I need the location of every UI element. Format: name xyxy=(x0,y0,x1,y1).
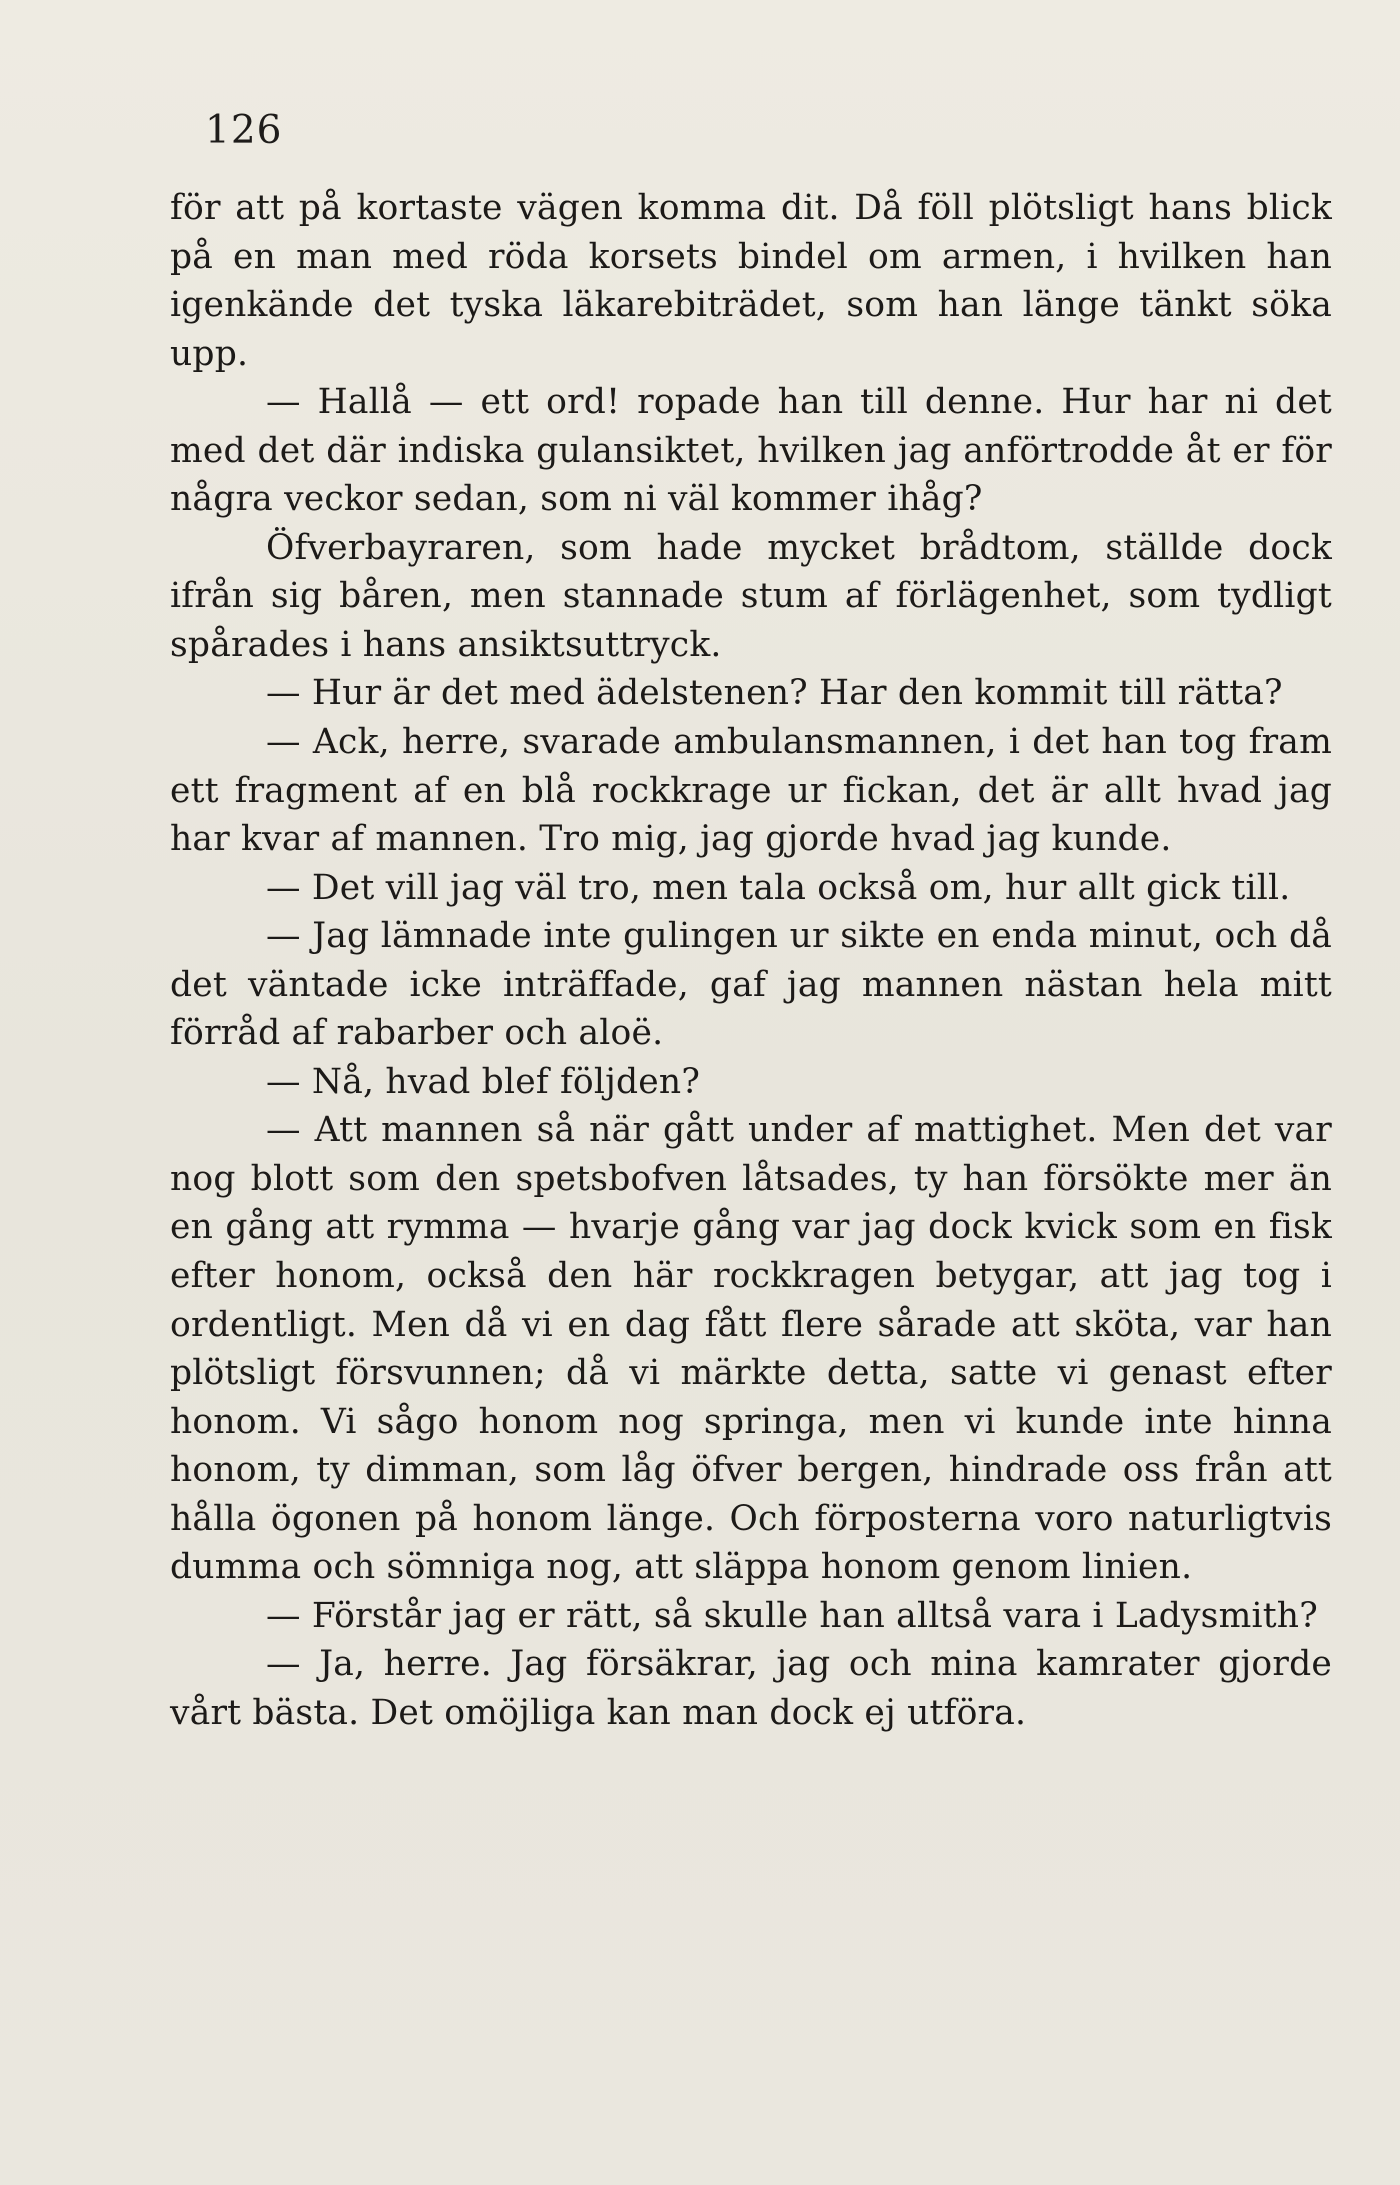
paragraph-3: Öfverbayraren, som hade mycket brådtom, ställde dock ifrån sig båren, men stannade stum af förlägenhet, som tydligt spårades i hans ansiktsuttryck. xyxy=(170,527,1332,665)
paragraph-4: — Hur är det med ädelstenen? Har den kommit till rätta? xyxy=(266,673,1283,714)
paragraph-5: — Ack, herre, svarade ambulansmannen, i det han tog fram ett fragment af en blå rockkrage ur fickan, det är allt hvad jag har kvar af mannen. Tro mig, jag gjorde hvad jag kunde. xyxy=(170,722,1332,860)
paragraph-10: — Förstår jag er rätt, så skulle han alltså vara i Ladysmith? xyxy=(266,1595,1318,1636)
paragraph-2: — Hallå — ett ord! ropade han till denne. Hur har ni det med det där indiska gulansiktet, hvilken jag anförtrodde åt er för några veckor sedan, som ni väl kommer ihåg? xyxy=(170,382,1332,520)
paragraph-7: — Jag lämnade inte gulingen ur sikte en enda minut, och då det väntade icke inträffade, gaf jag mannen nästan hela mitt förråd af rabarber och aloë. xyxy=(170,916,1332,1054)
page-number: 126 xyxy=(205,108,283,153)
paragraph-9: — Att mannen så när gått under af mattighet. Men det var nog blott som den spetsbofven låtsades, ty han försökte mer än en gång att rymma — hvarje gång var jag dock kvick som en fisk efter honom, också den här rockkragen betygar, att jag tog i ordentligt. Men då vi en dag fått flere sårade att sköta, var han plötsligt försvunnen; då vi märkte detta, satte vi genast efter honom. Vi sågo honom nog springa, men vi kunde inte hinna honom, ty dimman, som låg öfver bergen, hindrade oss från att hålla ögonen på honom länge. Och förposterna voro naturligtvis dumma och sömniga nog, att släppa honom genom linien. xyxy=(170,1110,1332,1588)
paragraph-1: för att på kortaste vägen komma dit. Då föll plötsligt hans blick på en man med röda korsets bindel om armen, i hvilken han igenkände det tyska läkarebiträdet, som han länge tänkt söka upp. xyxy=(170,188,1332,374)
paragraph-11: — Ja, herre. Jag försäkrar, jag och mina kamrater gjorde vårt bästa. Det omöjliga kan man dock ej utföra. xyxy=(170,1644,1332,1733)
body-text xyxy=(170,184,1332,1738)
paragraph-8: — Nå, hvad blef följden? xyxy=(266,1061,701,1102)
paragraph-6: — Det vill jag väl tro, men tala också om, hur allt gick till. xyxy=(266,867,1291,908)
